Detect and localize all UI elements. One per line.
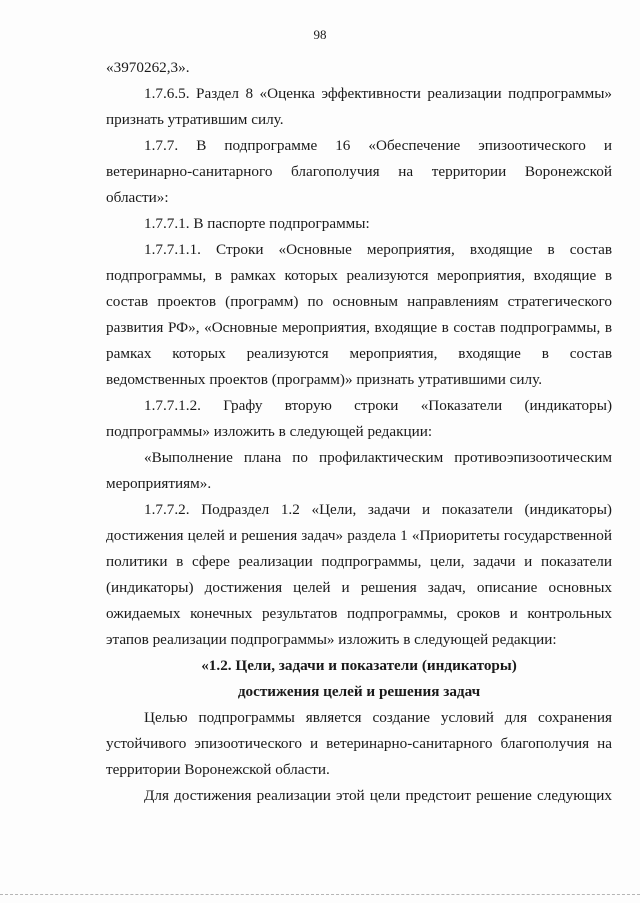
paragraph: Для достижения реализации этой цели предстоит решение следующих (144, 787, 612, 804)
section-heading: «1.2. Цели, задачи и показатели (индикаторы) (201, 657, 517, 674)
paragraph: 1.7.7. В подпрограмме 16 «Обеспечение эпизоотического и ветеринарно-санитарного благополучия на территории Воронежской области»: (106, 137, 612, 206)
page-number: 98 (313, 27, 327, 42)
paragraph: 1.7.6.5. Раздел 8 «Оценка эффективности реализации подпрограммы» признать утратившим силу. (106, 85, 612, 128)
paragraph: Целью подпрограммы является создание условий для сохранения устойчивого эпизоотического и ветеринарно-санитарного благополучия на территории Воронежской области. (106, 709, 612, 778)
paragraph: 1.7.7.2. Подраздел 1.2 «Цели, задачи и показатели (индикаторы) достижения целей и решения задач» раздела 1 «Приоритеты государственной политики в сфере реализации подпрограммы, цели, задачи и показатели (индикаторы) достижения целей и решения задач, описание основных ожидаемых конечных результатов подпрограммы, сроков и контрольных этапов реализации подпрограммы» изложить в следующей редакции: (106, 501, 612, 648)
paragraph: 1.7.7.1.2. Графу вторую строки «Показатели (индикаторы) подпрограммы» изложить в следующей редакции: (106, 397, 612, 440)
paragraph: 1.7.7.1.1. Строки «Основные мероприятия, входящие в состав подпрограммы, в рамках которых реализуются мероприятия, входящие в состав проектов (программ) по основным направлениям стратегического развития РФ», «Основные мероприятия, входящие в состав подпрограммы, в рамках которых реализуются мероприятия, входящие в состав ведомственных проектов (программ)» признать утратившими силу. (106, 241, 612, 388)
page-bottom-edge (0, 894, 640, 895)
document-body (106, 55, 612, 809)
paragraph: «Выполнение плана по профилактическим противоэпизоотическим мероприятиям». (106, 449, 612, 492)
section-heading: достижения целей и решения задач (237, 683, 481, 700)
paragraph: «3970262,3». (106, 59, 190, 76)
paragraph: 1.7.7.1. В паспорте подпрограммы: (144, 215, 370, 232)
